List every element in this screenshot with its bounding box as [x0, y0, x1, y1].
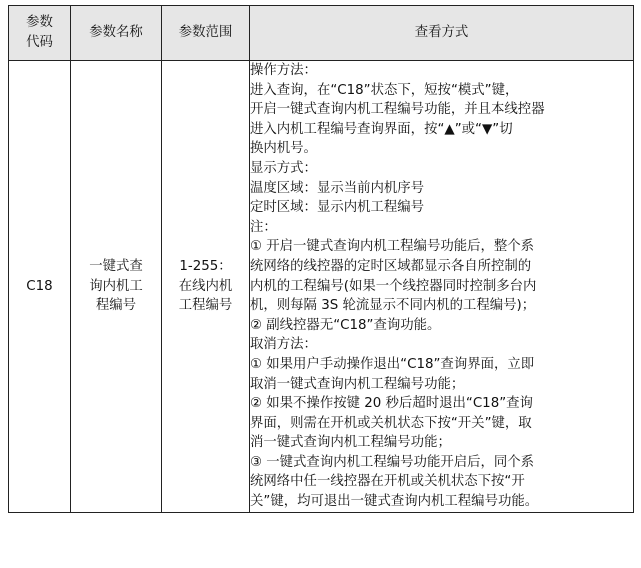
- param-range-line-3: 工程编号: [178, 298, 233, 314]
- header-param-code: [9, 6, 71, 61]
- param-range-line-2: 在线内机: [178, 278, 233, 294]
- method-line: 注：: [250, 219, 277, 235]
- param-name-line-2: 询内机工: [89, 278, 143, 294]
- method-line: 定时区域：显示内机工程编号: [250, 200, 425, 216]
- header-view-method: 查看方式: [250, 6, 634, 61]
- method-line: 统网络中任一线控器在开机或关机状态下按“开: [250, 474, 525, 490]
- method-line: 取消方法：: [250, 337, 317, 353]
- method-line: 消一键式查询内机工程编号功能；: [250, 435, 451, 451]
- method-line: ② 副线控器无“C18”查询功能。: [250, 317, 441, 333]
- param-range-line-1: 1-255：: [179, 258, 232, 274]
- method-line: 换内机号。: [250, 141, 317, 157]
- method-line: 界面，则需在开机或关机状态下按“开关”键，取: [250, 415, 532, 431]
- method-line: 进入查询，在“C18”状态下，短按“模式”键，: [250, 82, 519, 98]
- method-line: ③ 一键式查询内机工程编号功能开启后，同个系: [250, 454, 535, 470]
- header-row: [9, 6, 634, 61]
- method-line: ② 如果不操作按键 20 秒后超时退出“C18”查询: [250, 396, 533, 412]
- method-line: ① 如果用户手动操作退出“C18”查询界面，立即: [250, 356, 535, 372]
- method-line: 统网络的线控器的定时区域都显示各自所控制的: [250, 258, 532, 274]
- cell-view-method: [250, 61, 634, 513]
- method-line: 开启一键式查询内机工程编号功能，并且本线控器: [250, 102, 545, 118]
- cell-param-name: [71, 61, 162, 513]
- method-line: 取消一键式查询内机工程编号功能；: [250, 376, 465, 392]
- header-param-name: 参数名称: [71, 6, 162, 61]
- method-line: 显示方式：: [250, 160, 317, 176]
- header-code-line-1: 参数: [26, 15, 53, 31]
- header-code-line-2: 代码: [26, 35, 53, 50]
- param-name-line-1: 一键式查: [89, 258, 143, 274]
- method-line: 进入内机工程编号查询界面，按“▲”或“▼”切: [250, 121, 513, 137]
- method-line: 关”键，均可退出一键式查询内机工程编号功能。: [250, 494, 539, 510]
- parameter-table: [8, 5, 634, 513]
- cell-param-code: C18: [9, 61, 71, 513]
- header-param-range: 参数范围: [162, 6, 250, 61]
- method-line: 机，则每隔 3S 轮流显示不同内机的工程编号)；: [250, 298, 536, 314]
- method-line: 内机的工程编号(如果一个线控器同时控制多台内: [250, 278, 537, 294]
- method-line: ① 开启一键式查询内机工程编号功能后，整个系: [250, 239, 535, 255]
- param-name-line-3: 程编号: [95, 298, 137, 314]
- cell-param-range: [162, 61, 250, 513]
- method-line: 温度区域：显示当前内机序号: [250, 180, 425, 196]
- method-line: 操作方法：: [250, 63, 317, 78]
- table-row: [9, 61, 634, 513]
